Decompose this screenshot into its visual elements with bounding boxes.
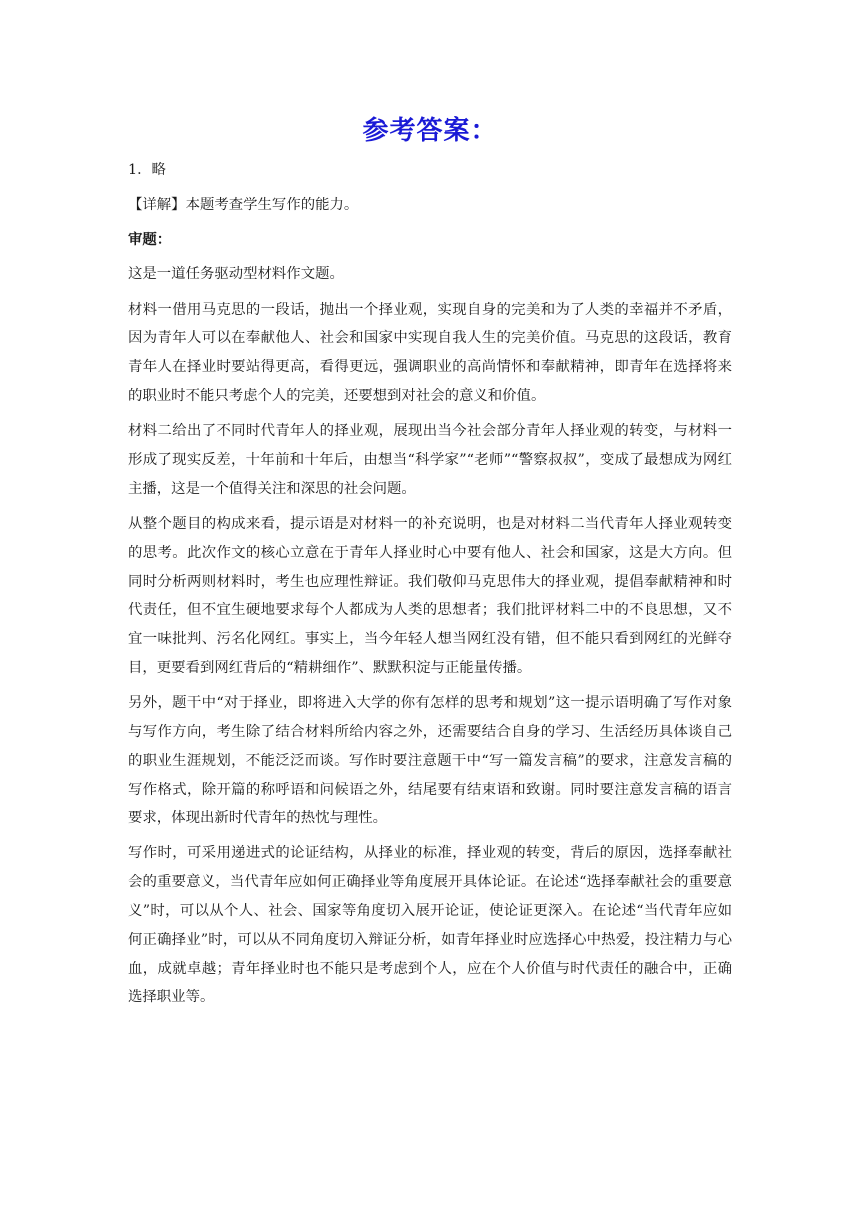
paragraph: 另外，题干中“对于择业，即将进入大学的你有怎样的思考和规划”这一提示语明确了写作对象与写作方向，考生除了结合材料所给内容之外，还需要结合自身的学习、生活经历具体谈自己的职业生涯规划，不能泛泛而谈。写作时要注意题干中“写一篇发言稿”的要求，注意发言稿的写作格式，除开篇的称呼语和问候语之外，结尾要有结束语和致谢。同时要注意发言稿的语言要求，体现出新时代青年的热忱与理性。 [128, 695, 732, 827]
paragraph: 从整个题目的构成来看，提示语是对材料一的补充说明，也是对材料二当代青年人择业观转变的思考。此次作文的核心立意在于青年人择业时心中要有他人、社会和国家，这是大方向。但同时分析两则材料时，考生也应理性辩证。我们敬仰马克思伟大的择业观，提倡奉献精神和时代责任，但不宜生硬地要求每个人都成为人类的思想者；我们批评材料二中的不良思想，又不宜一味批判、污名化网红。事实上，当今年轻人想当网红没有错，但不能只看到网红的光鲜夺目，更要看到网红背后的“精耕细作”、默默积淀与正能量传播。 [128, 515, 732, 676]
answer-content [128, 156, 732, 1019]
question-number: 1．略 [128, 162, 166, 178]
detail-text: 本题考查学生写作的能力。 [185, 196, 359, 213]
review-heading: 审题： [128, 231, 172, 248]
paragraph: 这是一道任务驱动型材料作文题。 [128, 266, 344, 283]
detail-line [128, 191, 732, 220]
paragraph: 写作时，可采用递进式的论证结构，从择业的标准，择业观的转变，背后的原因，选择奉献社会的重要意义，当代青年应如何正确择业等角度展开具体论证。在论述“选择奉献社会的重要意义”时，可以从个人、社会、国家等角度切入展开论证，使论证更深入。在论述“当代青年应如何正确择业”时，可以从不同角度切入辩证分析，如青年择业时应选择心中热爱，投注精力与心血，成就卓越；青年择业时也不能只是考虑到个人，应在个人价值与时代责任的融合中，正确选择职业等。 [128, 845, 732, 1006]
detail-label: 【详解】 [128, 196, 186, 213]
paragraph: 材料二给出了不同时代青年人的择业观，展现出当今社会部分青年人择业观的转变，与材料一形成了现实反差，十年前和十年后，由想当“科学家”“老师”“警察叔叔”，变成了最想成为网红主播，这是一个值得关注和深思的社会问题。 [128, 423, 732, 497]
page-title: 参考答案： [362, 116, 498, 146]
paragraph: 材料一借用马克思的一段话，抛出一个择业观，实现自身的完美和为了人类的幸福并不矛盾，因为青年人可以在奉献他人、社会和国家中实现自我人生的完美价值。马克思的这段话，教育青年人在择业时要站得更高，看得更远，强调职业的高尚情怀和奉献精神，即青年在选择将来的职业时不能只考虑个人的完美，还要想到对社会的意义和价值。 [128, 301, 732, 404]
